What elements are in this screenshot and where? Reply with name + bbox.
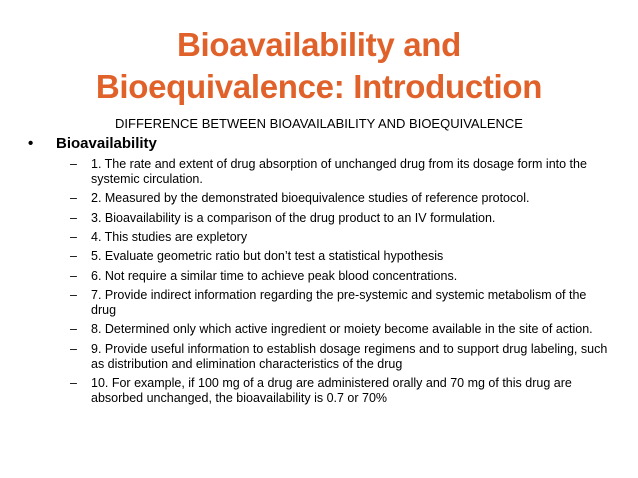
list-item-text: 6. Not require a similar time to achieve peak blood concentrations.: [91, 268, 458, 283]
list-item: [70, 342, 610, 372]
list-item-text: 1. The rate and extent of drug absorption of unchanged drug from its dosage form into the systemic circulation.: [91, 157, 587, 186]
list-item: [70, 230, 610, 245]
section-label: Bioavailability: [56, 135, 157, 152]
list-item: [70, 322, 610, 337]
list-item-text: 2. Measured by the demonstrated bioequivalence studies of reference protocol.: [91, 191, 530, 206]
slide-title: [40, 24, 598, 108]
list-item: [70, 269, 610, 284]
bioavailability-list: [70, 157, 610, 410]
list-item: [70, 288, 610, 318]
dash-icon: –: [70, 288, 77, 303]
list-item-text: 10. For example, if 100 mg of a drug are administered orally and 70 mg of this drug are absorbed unchanged, the bioavailability is 0.7 or 70%: [91, 375, 572, 405]
dash-icon: –: [70, 341, 77, 356]
dash-icon: –: [70, 229, 77, 244]
list-item-text: 4. This studies are expletory: [91, 229, 248, 244]
list-item: [70, 211, 610, 226]
dash-icon: –: [70, 191, 77, 206]
dash-icon: –: [70, 322, 77, 337]
list-item-text: 9. Provide useful information to establish dosage regimens and to support drug labeling, such as distribution and elimination characteristics of the drug: [91, 341, 608, 371]
dash-icon: –: [70, 210, 77, 225]
list-item-text: 3. Bioavailability is a comparison of the drug product to an IV formulation.: [91, 210, 496, 225]
list-item-text: 5. Evaluate geometric ratio but don’t test a statistical hypothesis: [91, 249, 444, 264]
slide-title-line-2: Bioequivalence: Introduction: [95, 68, 543, 105]
dash-icon: –: [70, 249, 77, 264]
list-item-text: 8. Determined only which active ingredient or moiety become available in the site of action.: [91, 322, 593, 337]
bullet-icon: •: [28, 135, 34, 152]
list-item: [70, 376, 610, 406]
slide-title-line-1: Bioavailability and: [176, 26, 462, 63]
list-item: [70, 157, 610, 187]
slide-subtitle: DIFFERENCE BETWEEN BIOAVAILABILITY AND BIOEQUIVALENCE: [115, 116, 523, 131]
dash-icon: –: [70, 268, 77, 283]
list-item: [70, 191, 610, 206]
dash-icon: –: [70, 157, 77, 171]
list-item-text: 7. Provide indirect information regarding the pre-systemic and systemic metabolism of the drug: [91, 288, 587, 317]
list-item: [70, 249, 610, 264]
dash-icon: –: [70, 375, 77, 390]
